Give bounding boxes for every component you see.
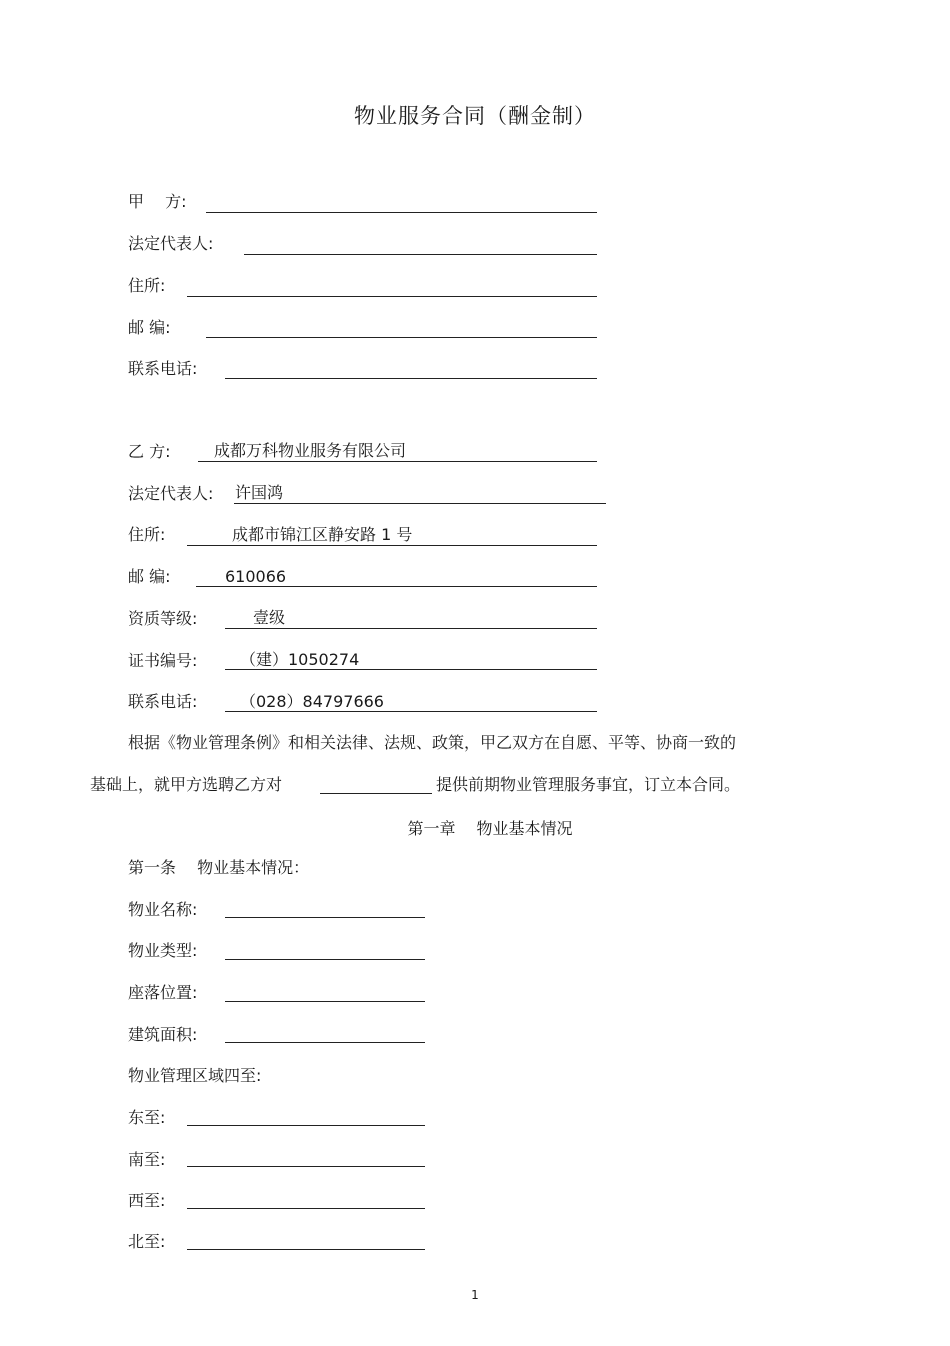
party-b-addr-field[interactable] (187, 545, 597, 546)
south-label: 南至: (128, 1150, 166, 1169)
south-field[interactable] (187, 1166, 425, 1167)
party-b-rep-value: 许国鸿 (235, 483, 284, 502)
party-b-addr-value: 成都市锦江区静安路 1 号 (232, 525, 413, 544)
north-label: 北至: (128, 1232, 166, 1251)
west-field[interactable] (187, 1208, 425, 1209)
property-name-label: 物业名称: (128, 900, 198, 919)
property-location-field[interactable] (225, 1001, 425, 1002)
party-b-qual-value: 壹级 (253, 608, 286, 627)
property-type-field[interactable] (225, 959, 425, 960)
party-b-zip-label: 邮 编: (128, 567, 171, 586)
party-a-label: 甲 方: (128, 192, 187, 211)
party-a-name-field[interactable] (206, 212, 597, 213)
party-b-zip-value: 610066 (225, 567, 287, 586)
property-blank-field[interactable] (320, 793, 432, 794)
page-number: 1 (471, 1288, 479, 1302)
boundary-label: 物业管理区域四至: (128, 1066, 262, 1085)
party-b-phone-value: （028）84797666 (240, 692, 384, 711)
party-b-addr-label: 住所: (128, 525, 166, 544)
property-type-label: 物业类型: (128, 941, 198, 960)
preamble-line-1: 根据《物业管理条例》和相关法律、法规、政策，甲乙双方在自愿、平等、协商一致的 (128, 733, 737, 752)
chapter-heading: 第一章 物业基本情况 (407, 819, 573, 838)
article-heading: 第一条 物业基本情况： (128, 858, 310, 877)
document-title: 物业服务合同（酬金制） (354, 104, 596, 128)
party-b-label: 乙 方: (128, 442, 171, 461)
party-b-cert-value: （建）1050274 (240, 650, 360, 669)
party-a-zip-field[interactable] (206, 337, 597, 338)
property-area-field[interactable] (225, 1042, 425, 1043)
party-a-zip-label: 邮 编: (128, 318, 171, 337)
party-a-addr-field[interactable] (187, 296, 597, 297)
party-b-qual-label: 资质等级: (128, 609, 198, 628)
party-b-rep-label: 法定代表人: (128, 484, 214, 503)
party-b-cert-label: 证书编号: (128, 651, 198, 670)
party-a-rep-label: 法定代表人: (128, 234, 214, 253)
party-b-qual-field[interactable] (225, 628, 597, 629)
party-b-name-field[interactable] (198, 461, 597, 462)
preamble-line-2b: 提供前期物业管理服务事宜，订立本合同。 (436, 775, 741, 794)
party-a-addr-label: 住所: (128, 276, 166, 295)
property-area-label: 建筑面积: (128, 1025, 198, 1044)
party-a-phone-label: 联系电话: (128, 359, 198, 378)
property-location-label: 座落位置: (128, 983, 198, 1002)
party-b-name-value: 成都万科物业服务有限公司 (214, 441, 407, 460)
party-b-rep-field[interactable] (234, 503, 606, 504)
north-field[interactable] (187, 1249, 425, 1250)
party-b-phone-label: 联系电话: (128, 692, 198, 711)
east-field[interactable] (187, 1125, 425, 1126)
property-name-field[interactable] (225, 917, 425, 918)
east-label: 东至: (128, 1108, 166, 1127)
preamble-line-2a: 基础上，就甲方选聘乙方对 (90, 775, 283, 794)
west-label: 西至: (128, 1191, 166, 1210)
party-a-rep-field[interactable] (244, 254, 597, 255)
party-a-phone-field[interactable] (225, 378, 597, 379)
